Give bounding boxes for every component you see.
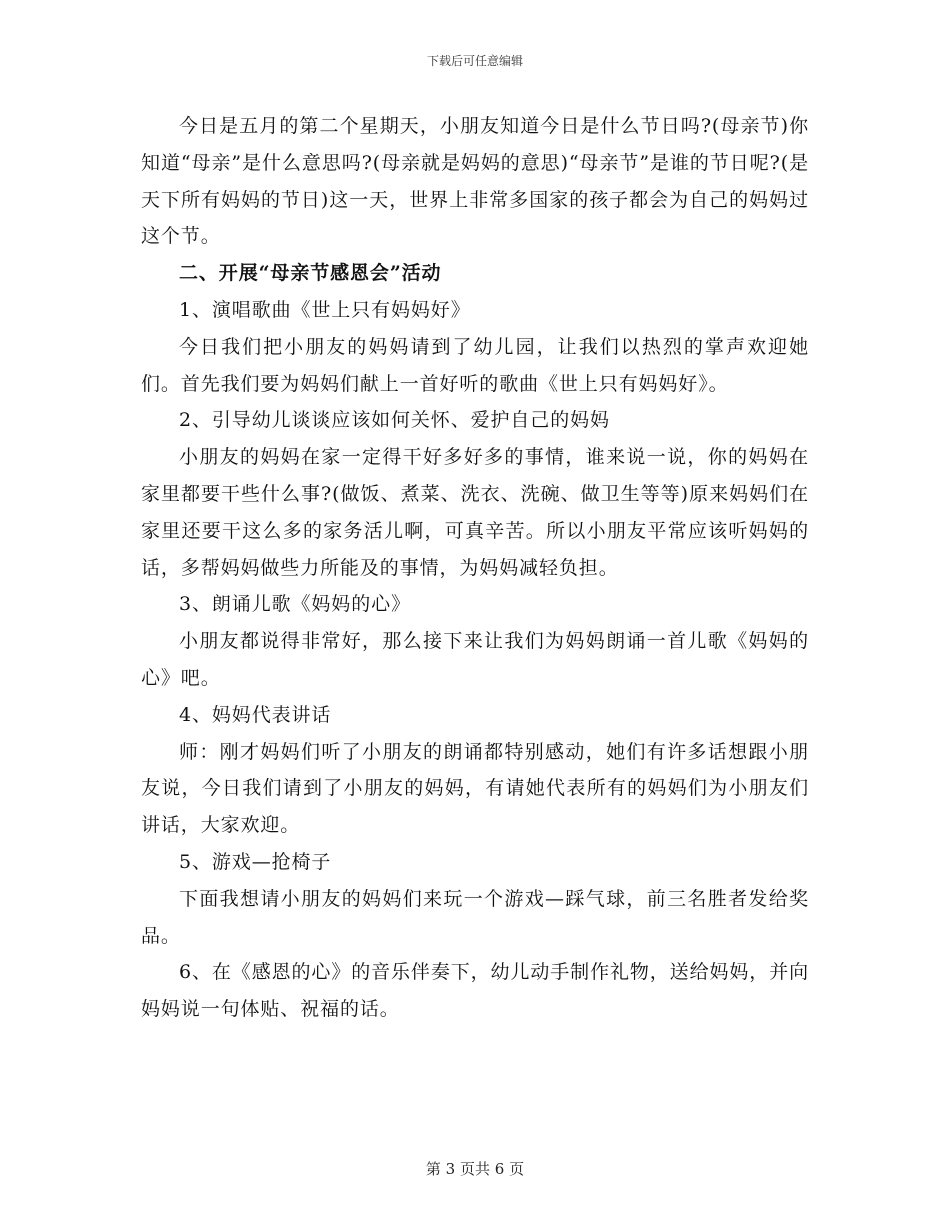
item-heading-3: 3、朗诵儿歌《妈妈的心》 [179,593,411,616]
item-heading-1: 1、演唱歌曲《世上只有妈妈好》 [179,298,471,321]
item-paragraph-3: 小朋友都说得非常好，那么接下来让我们为妈妈朗诵一首儿歌《妈妈的心》吧。 [141,630,809,689]
item-heading-2: 2、引导幼儿谈谈应该如何关怀、爱护自己的妈妈 [179,409,610,432]
intro-paragraph: 今日是五月的第二个星期天，小朋友知道今日是什么节日吗?(母亲节)你知道“母亲”是什么意思吗?(母亲就是妈妈的意思)“母亲节”是谁的节日呢?(是天下所有妈妈的节日)这一天，世界上非常多国家的孩子都会为自己的妈妈过这个节。 [141,115,809,248]
item-paragraph-4: 师：刚才妈妈们听了小朋友的朗诵都特别感动，她们有许多话想跟小朋友说，今日我们请到了小朋友的妈妈，有请她代表所有的妈妈们为小朋友们讲话，大家欢迎。 [141,740,809,837]
item-paragraph-2: 小朋友的妈妈在家一定得干好多好多的事情，谁来说一说，你的妈妈在家里都要干些什么事?(做饭、煮菜、洗衣、洗碗、做卫生等等)原来妈妈们在家里还要干这么多的家务活儿啊，可真辛苦。所以小朋友平常应该听妈妈的话，多帮妈妈做些力所能及的事情，为妈妈减轻负担。 [141,446,809,579]
item-heading-5: 5、游戏—抢椅子 [179,850,332,873]
page-header: 下载后可任意编辑 [426,54,523,68]
item-paragraph-6: 6、在《感恩的心》的音乐伴奏下，幼儿动手制作礼物，送给妈妈，并向妈妈说一句体贴、祝福的话。 [141,961,809,1021]
item-paragraph-1: 今日我们把小朋友的妈妈请到了幼儿园，让我们以热烈的掌声欢迎她们。首先我们要为妈妈们献上一首好听的歌曲《世上只有妈妈好》。 [141,335,809,395]
section-heading: 二、开展“母亲节感恩会”活动 [179,262,442,285]
item-paragraph-5: 下面我想请小朋友的妈妈们来玩一个游戏—踩气球，前三名胜者发给奖品。 [141,887,809,947]
document-body [141,108,809,1028]
page-footer: 第 3 页共 6 页 [425,1160,525,1178]
item-heading-4: 4、妈妈代表讲话 [179,703,332,726]
